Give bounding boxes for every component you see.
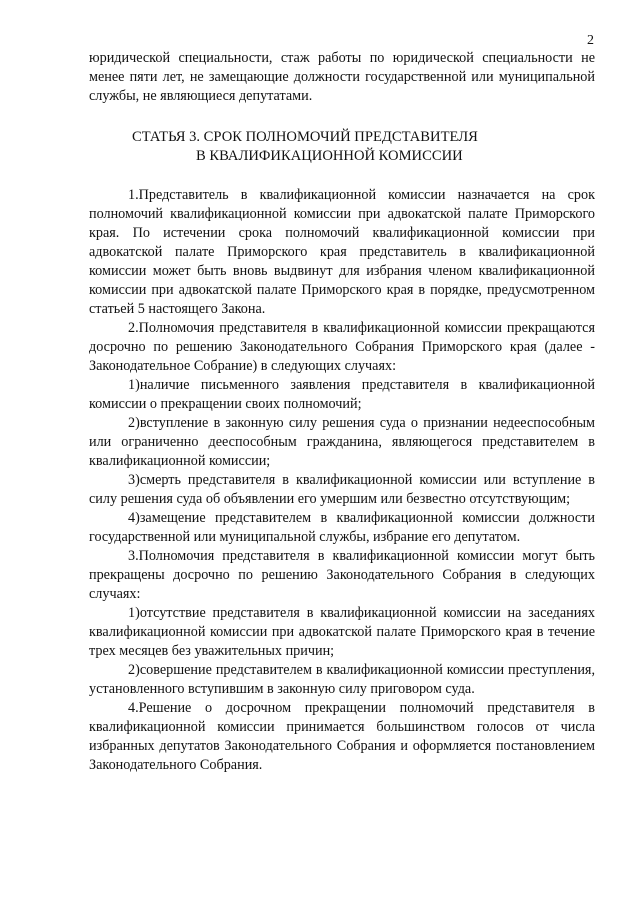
article-paragraph-1: 1.Представитель в квалификационной комиссии назначается на срок полномочий квалификационной комиссии при адвокатской палате Приморского края. По истечении срока полномочий квалификационной комиссии при адвокатской палате Приморского края представитель в квалификационной комиссии может быть вновь выдвинут для избрания членом квалификационной комиссии при адвокатской палате Приморского края в порядке, предусмотренном статьей 5 настоящего Закона. bbox=[89, 187, 595, 317]
article-subitem-2-2: 2)вступление в законную силу решения суда о признании недееспособным или ограниченно дееспособным гражданина, являющегося представителем в квалификационной комиссии; bbox=[89, 415, 595, 469]
article-subitem-2-1: 1)наличие письменного заявления представителя в квалификационной комиссии о прекращении своих полномочий; bbox=[89, 377, 595, 412]
document-body bbox=[89, 49, 595, 775]
article-heading bbox=[89, 128, 595, 166]
article-subitem-3-1: 1)отсутствие представителя в квалификационной комиссии на заседаниях квалификационной комиссии при адвокатской палате Приморского края в течение трех месяцев без уважительных причин; bbox=[89, 605, 595, 659]
article-title-line-2: В КВАЛИФИКАЦИОННОЙ КОМИССИИ bbox=[196, 148, 463, 164]
intro-paragraph: юридической специальности, стаж работы по юридической специальности не менее пяти лет, не замещающие должности государственной или муниципальной службы, не являющиеся депутатами. bbox=[89, 50, 595, 104]
article-subitem-2-3: 3)смерть представителя в квалификационной комиссии или вступление в силу решения суда об объявлении его умершим или безвестно отсутствующим; bbox=[89, 472, 595, 507]
article-paragraph-3: 3.Полномочия представителя в квалификационной комиссии могут быть прекращены досрочно по решению Законодательного Собрания в следующих случаях: bbox=[89, 548, 595, 602]
page-number: 2 bbox=[587, 33, 594, 48]
article-subitem-3-2: 2)совершение представителем в квалификационной комиссии преступления, установленного вступившим в законную силу приговором суда. bbox=[89, 662, 595, 697]
article-paragraph-2: 2.Полномочия представителя в квалификационной комиссии прекращаются досрочно по решению Законодательного Собрания Приморского края (далее - Законодательное Собрание) в следующих случаях: bbox=[89, 320, 595, 374]
article-subitem-2-4: 4)замещение представителем в квалификационной комиссии должности государственной или муниципальной службы, избрание его депутатом. bbox=[89, 510, 595, 545]
article-paragraph-4: 4.Решение о досрочном прекращении полномочий представителя в квалификационной комиссии принимается большинством голосов от числа избранных депутатов Законодательного Собрания и оформляется постановлением Законодательного Собрания. bbox=[89, 700, 595, 773]
article-title-line-1: СТАТЬЯ 3. СРОК ПОЛНОМОЧИЙ ПРЕДСТАВИТЕЛЯ bbox=[132, 129, 478, 145]
